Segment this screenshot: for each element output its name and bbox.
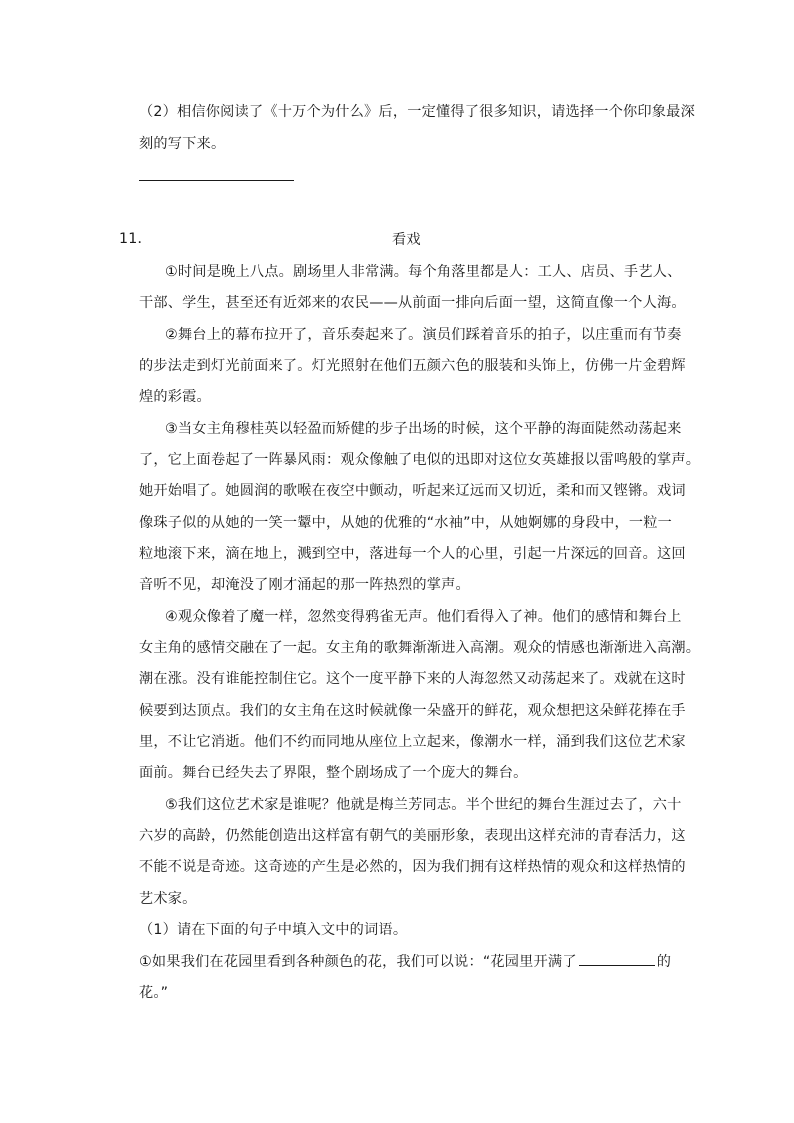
question-number: 11．: [119, 231, 152, 247]
fill-in-blank[interactable]: [579, 951, 655, 966]
sub-question-item: [139, 951, 671, 972]
sub-question-item-text: ①如果我们在花园里看到各种颜色的花，我们可以说：“花园里开满了: [139, 954, 577, 970]
q10-part2-line2: 刻的写下来。: [139, 136, 226, 152]
passage-line: ⑤我们这位艺术家是谁呢？他就是梅兰芳同志。半个世纪的舞台生涯过去了，六十: [165, 797, 682, 813]
passage-line: 艺术家。: [139, 891, 197, 907]
answer-blank-line[interactable]: [139, 180, 294, 181]
passage-line: 干部、学生，甚至还有近郊来的农民——从前面一排向后面一望，这简直像一个人海。: [139, 295, 686, 311]
passage-line: 面前。舞台已经失去了界限，整个剧场成了一个庞大的舞台。: [139, 765, 528, 781]
passage-line: 她开始唱了。她圆润的歌喉在夜空中颤动，听起来辽远而又切近，柔和而又铿锵。戏词: [139, 483, 686, 499]
q10-part2-line1: （2）相信你阅读了《十万个为什么》后，一定懂得了很多知识，请选择一个你印象最深: [139, 104, 695, 120]
passage-line: 候要到达顶点。我们的女主角在这时候就像一朵盛开的鲜花，观众想把这朵鲜花捧在手: [139, 703, 686, 719]
sub-question-item-suffix: 的: [656, 954, 672, 970]
passage-line: ②舞台上的幕布拉开了，音乐奏起来了。演员们踩着音乐的拍子，以庄重而有节奏: [165, 327, 682, 343]
passage-line: 的步法走到灯光前面来了。灯光照射在他们五颜六色的服装和头饰上，仿佛一片金碧辉: [139, 358, 686, 374]
passage-line: 潮在涨。没有谁能控制住它。这个一度平静下来的人海忽然又动荡起来了。戏就在这时: [139, 671, 686, 687]
passage-line: 六岁的高龄，仍然能创造出这样富有朝气的美丽形象，表现出这样充沛的青春活力，这: [139, 828, 686, 844]
passage-line: 音听不见，却淹没了刚才涌起的那一阵热烈的掌声。: [139, 577, 470, 593]
passage-line: 了，它上面卷起了一阵暴风雨：观众像触了电似的迅即对这位女英雄报以雷鸣般的掌声。: [139, 452, 701, 468]
passage-line: ①时间是晚上八点。剧场里人非常满。每个角落里都是人：工人、店员、手艺人、: [165, 264, 682, 280]
passage-line: 像珠子似的从她的一笑一颦中，从她的优雅的“水袖”中，从她婀娜的身段中，一粒一: [139, 515, 673, 531]
sub-question-prompt: （1）请在下面的句子中填入文中的词语。: [139, 922, 408, 938]
passage-line: 女主角的感情交融在了一起。女主角的歌舞渐渐进入高潮。观众的情感也渐渐进入高潮。: [139, 640, 701, 656]
passage-title: 看戏: [392, 232, 421, 248]
sub-question-item-continued: 花。”: [139, 985, 169, 1001]
passage-line: ④观众像着了魔一样，忽然变得鸦雀无声。他们看得入了神。他们的感情和舞台上: [165, 609, 682, 625]
passage-line: 里，不让它消逝。他们不约而同地从座位上立起来，像潮水一样，涌到我们这位艺术家: [139, 734, 686, 750]
passage-line: 粒地滚下来，滴在地上，溅到空中，落进每一个人的心里，引起一片深远的回音。这回: [139, 546, 686, 562]
passage-line: 煌的彩霞。: [139, 389, 211, 405]
passage-line: ③当女主角穆桂英以轻盈而矫健的步子出场的时候，这个平静的海面陡然动荡起来: [165, 421, 682, 437]
passage-line: 不能不说是奇迹。这奇迹的产生是必然的，因为我们拥有这样热情的观众和这样热情的: [139, 859, 686, 875]
